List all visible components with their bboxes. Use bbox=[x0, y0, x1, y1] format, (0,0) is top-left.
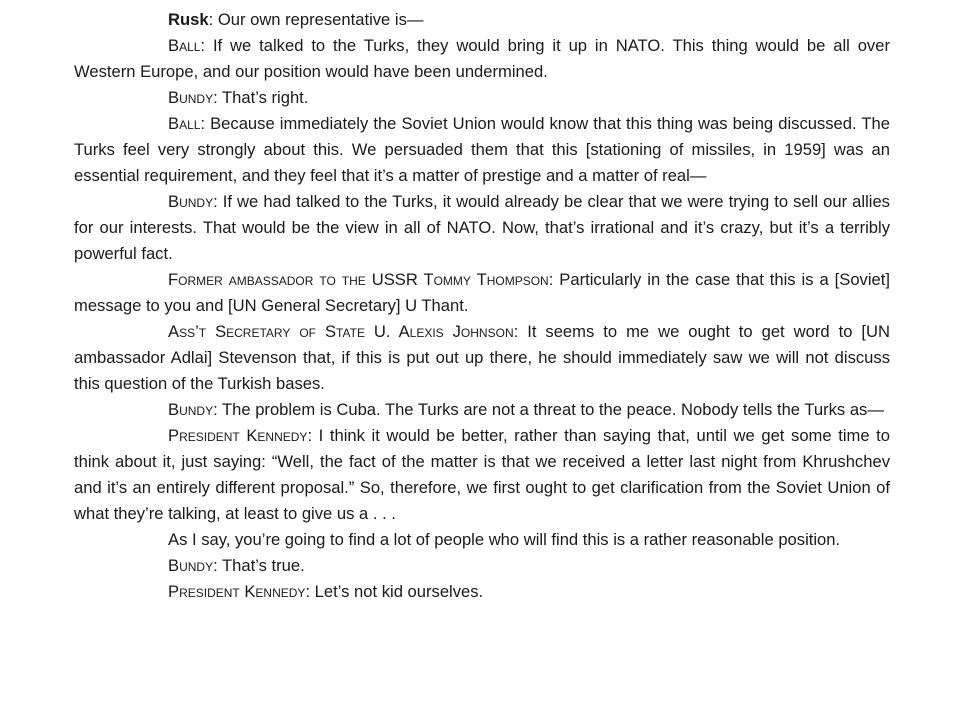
speaker-name: Bundy bbox=[168, 400, 214, 419]
paragraph: Former ambassador to the USSR Tommy Thompson: Particularly in the case that this is a [Soviet] message to you and [UN General Secretary] U Thant. bbox=[74, 270, 890, 315]
paragraph: Bundy: That’s true. bbox=[168, 556, 305, 575]
transcript-page bbox=[74, 7, 890, 605]
speech-text: The problem is Cuba. The Turks are not a threat to the peace. Nobody tells the Turks as— bbox=[222, 400, 884, 419]
speaker-name: Ball bbox=[168, 36, 201, 55]
speech-text: That’s true. bbox=[222, 556, 305, 575]
paragraph: Ass’t Secretary of State U. Alexis Johnson: It seems to me we ought to get word to [UN ambassador Adlai] Stevenson that, if this is put out up there, he should immediately saw we will not discuss this question of the Turkish bases. bbox=[74, 322, 890, 393]
speaker-name: Bundy bbox=[168, 88, 214, 107]
speech-text: If we had talked to the Turks, it would already be clear that we were trying to sell our allies for our interests. That would be the view in all of NATO. Now, that’s irrational and it’s crazy, but it’s a terribly powerful fact. bbox=[74, 192, 890, 263]
speech-text: If we talked to the Turks, they would bring it up in NATO. This thing would be all over Western Europe, and our position would have been undermined. bbox=[74, 36, 890, 81]
speech-text: It seems to me we ought to get word to [UN ambassador Adlai] Stevenson that, if this is put out up there, he should immediately saw we will not discuss this question of the Turkish bases. bbox=[74, 322, 890, 393]
speech-text: That’s right. bbox=[222, 88, 309, 107]
speaker-name: Ball bbox=[168, 114, 201, 133]
paragraph: Bundy: That’s right. bbox=[168, 88, 309, 107]
paragraph bbox=[74, 527, 890, 553]
paragraph: Bundy: The problem is Cuba. The Turks are not a threat to the peace. Nobody tells the Turks as— bbox=[168, 400, 884, 419]
speech-text: Particularly in the case that this is a [Soviet] message to you and [UN General Secretary] U Thant. bbox=[74, 270, 890, 315]
speaker-name: Former ambassador to the USSR Tommy Thompson bbox=[168, 270, 549, 289]
speaker-name: Ass’t Secretary of State U. Alexis Johnson bbox=[168, 322, 514, 341]
speech-text: Because immediately the Soviet Union would know that this thing was being discussed. The Turks feel very strongly about this. We persuaded them that this [stationing of missiles, in 1959] was an essential requirement, and they feel that it’s a matter of prestige and a matter of real— bbox=[74, 114, 890, 185]
speaker-name: Rusk bbox=[168, 10, 209, 29]
speaker-name: President Kennedy bbox=[168, 582, 306, 601]
speaker-name: President Kennedy bbox=[168, 426, 308, 445]
speaker-name: Bundy bbox=[168, 192, 214, 211]
paragraph: Ball: If we talked to the Turks, they would bring it up in NATO. This thing would be all over Western Europe, and our position would have been undermined. bbox=[74, 36, 890, 81]
speech-text: As I say, you’re going to find a lot of people who will find this is a rather reasonable position. bbox=[168, 530, 841, 549]
paragraph: President Kennedy: Let’s not kid ourselves. bbox=[168, 582, 484, 601]
paragraph: Bundy: If we had talked to the Turks, it would already be clear that we were trying to sell our allies for our interests. That would be the view in all of NATO. Now, that’s irrational and it’s crazy, but it’s a terribly powerful fact. bbox=[74, 192, 890, 263]
paragraph: Ball: Because immediately the Soviet Union would know that this thing was being discussed. The Turks feel very strongly about this. We persuaded them that this [stationing of missiles, in 1959] was an essential requirement, and they feel that it’s a matter of prestige and a matter of real— bbox=[74, 114, 890, 185]
speech-text: Let’s not kid ourselves. bbox=[314, 582, 484, 601]
paragraph: Rusk: Our own representative is— bbox=[168, 10, 424, 29]
speech-text: Our own representative is— bbox=[217, 10, 424, 29]
paragraph: President Kennedy: I think it would be better, rather than saying that, until we get some time to think about it, just saying: “Well, the fact of the matter is that we received a letter last night from Khrushchev and it’s an entirely different proposal.” So, therefore, we first ought to get clarification from the Soviet Union of what they’re talking, at least to give us a . . . bbox=[74, 426, 890, 523]
speech-text: I think it would be better, rather than saying that, until we get some time to think about it, just saying: “Well, the fact of the matter is that we received a letter last night from Khrushchev and it’s an entirely different proposal.” So, therefore, we first ought to get clarification from the Soviet Union of what they’re talking, at least to give us a . . . bbox=[74, 426, 890, 523]
speaker-name: Bundy bbox=[168, 556, 214, 575]
